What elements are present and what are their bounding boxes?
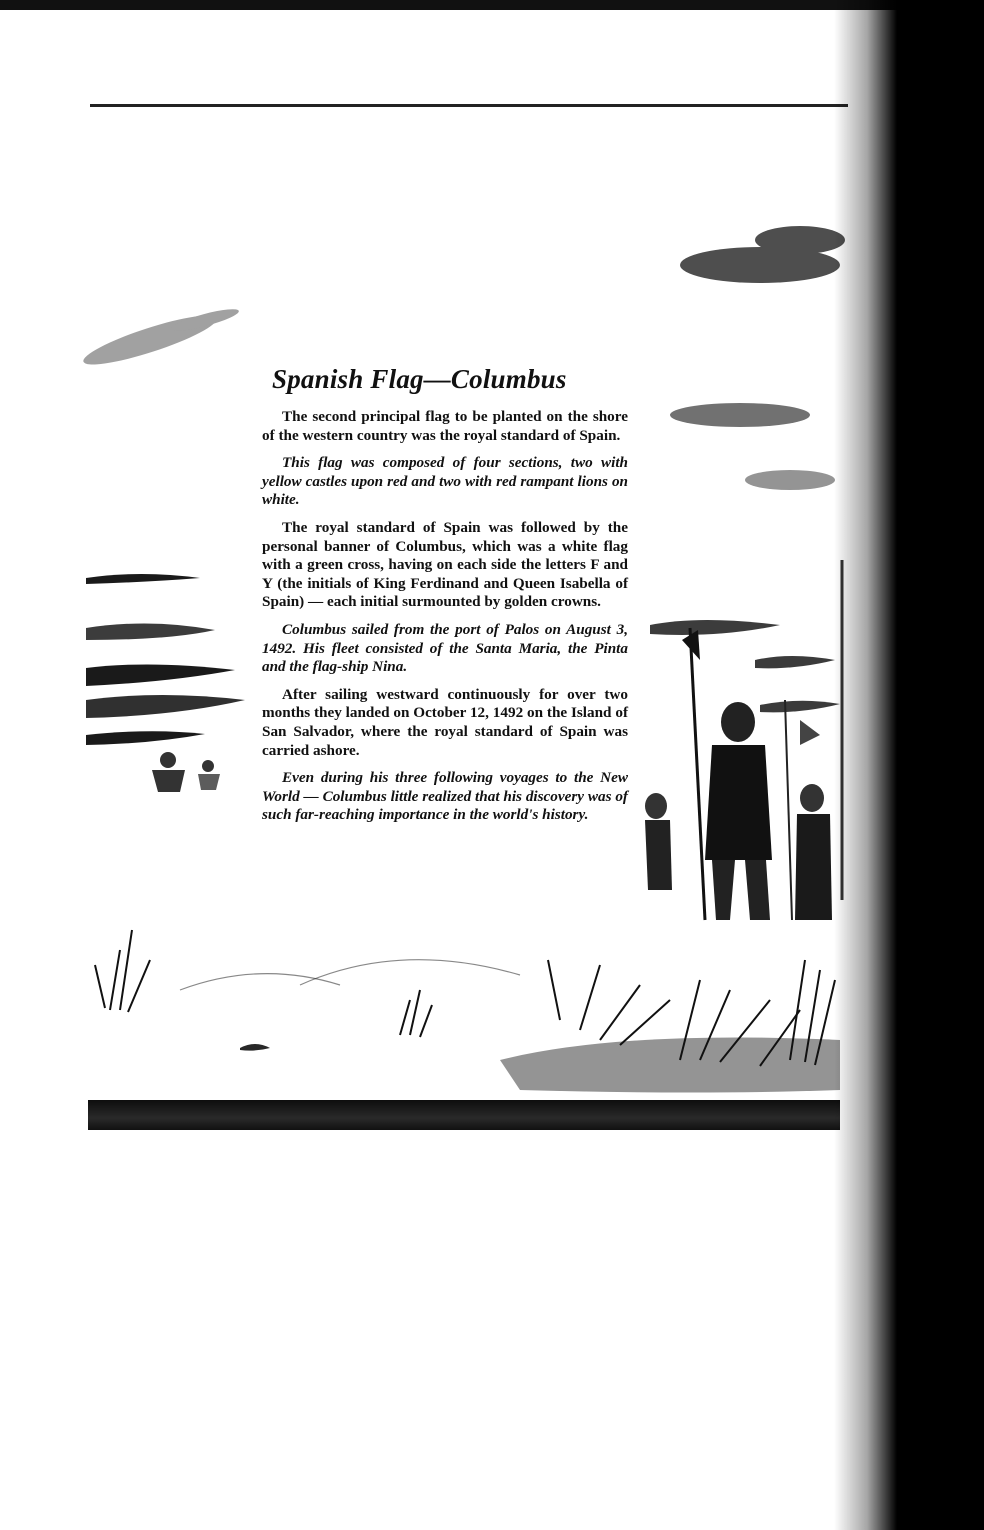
page-bottom-edge xyxy=(88,1100,840,1130)
article-title: Spanish Flag—Columbus xyxy=(272,364,567,394)
paragraph-6: Even during his three following voyages to the New World — Columbus little realized that his discovery was of such far-reaching importance in the world's history. xyxy=(262,769,628,824)
sea-waves-right xyxy=(650,620,840,712)
paragraph-1: The second principal flag to be planted on the shore of the western country was the royal standard of Spain. xyxy=(262,408,628,444)
cloud-left xyxy=(80,305,241,373)
paragraph-3: The royal standard of Spain was followed by the personal banner of Columbus, which was a white flag with a green cross, having on each side the letters F and Y (the initials of King Ferdinand and Queen Isabella of Spain) — each initial surmounted by golden crowns. xyxy=(262,518,628,611)
paragraph-2: This flag was composed of four sections, two with yellow castles upon red and two with red rampant lions on white. xyxy=(262,454,628,509)
book-binding-shadow xyxy=(834,0,984,1530)
sea-waves xyxy=(86,574,245,745)
article xyxy=(262,362,628,834)
boat-figures xyxy=(152,752,220,792)
paragraph-4: Columbus sailed from the port of Palos on August 3, 1492. His fleet consisted of the Santa Maria, the Pinta and the flag-ship Nina. xyxy=(262,620,628,676)
paragraph-5: After sailing westward continuously for over two months they landed on October 12, 1492 on the Island of San Salvador, where the royal standard of Spain was carried ashore. xyxy=(262,685,628,759)
explorers-figures xyxy=(645,560,842,920)
cloud-right xyxy=(670,226,845,490)
foreground-shadow xyxy=(240,1038,840,1093)
